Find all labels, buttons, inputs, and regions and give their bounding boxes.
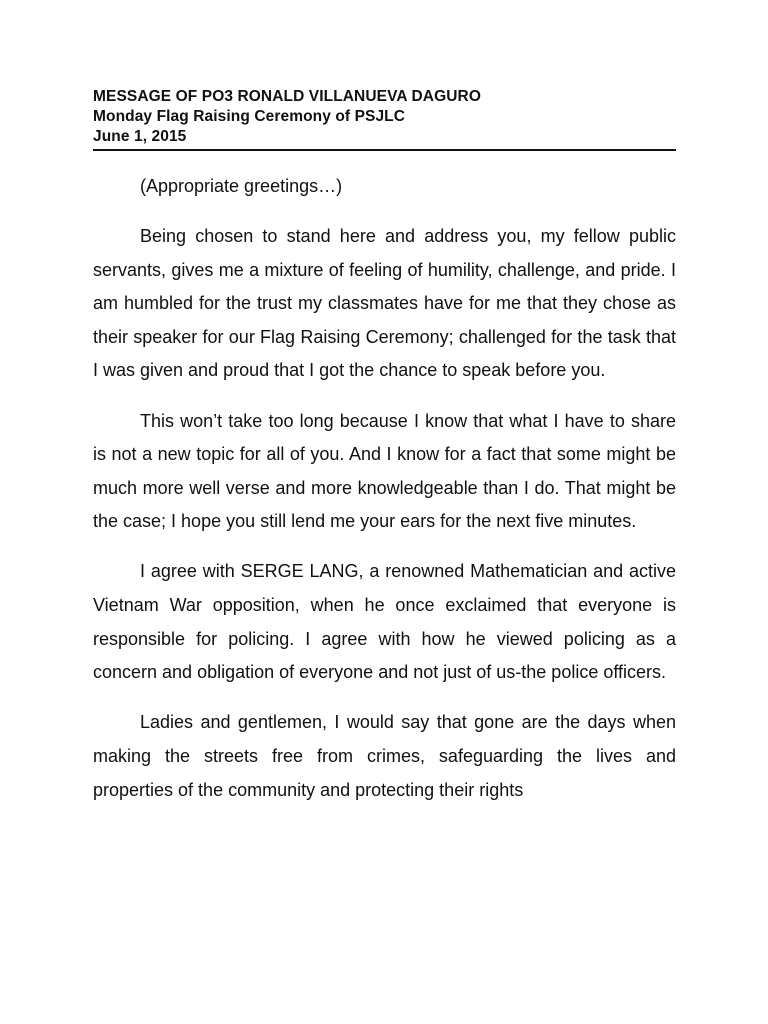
paragraph-greetings: (Appropriate greetings…): [140, 176, 343, 196]
paragraph-closing: Ladies and gentlemen, I would say that gone are the days when making the streets free from crimes, safeguarding the lives and properties of the community and protecting their rights: [93, 712, 676, 800]
paragraph-introduction: Being chosen to stand here and address you, my fellow public servants, gives me a mixture of feeling of humility, challenge, and pride. I am humbled for the trust my classmates have for me that they chose as their speaker for our Flag Raising Ceremony; challenged for the task that I was given and proud that I got the chance to speak before you.: [93, 226, 676, 381]
event-date: June 1, 2015: [93, 128, 187, 145]
paragraph-topic: This won’t take too long because I know that what I have to share is not a new topic for all of you. And I know for a fact that some might be much more well verse and more knowledgeable than I do. That might be the case; I hope you still lend me your ears for the next five minutes.: [93, 410, 676, 532]
event-title: Monday Flag Raising Ceremony of PSJLC: [93, 108, 406, 125]
document-header: [93, 87, 676, 151]
speech-body: [93, 170, 676, 807]
paragraph-serge-lang: I agree with SERGE LANG, a renowned Mathematician and active Vietnam War opposition, when he once exclaimed that everyone is responsible for policing. I agree with how he viewed policing as a concern and obligation of everyone and not just of us-the police officers.: [93, 561, 676, 683]
message-title: MESSAGE OF PO3 RONALD VILLANUEVA DAGURO: [93, 88, 481, 105]
